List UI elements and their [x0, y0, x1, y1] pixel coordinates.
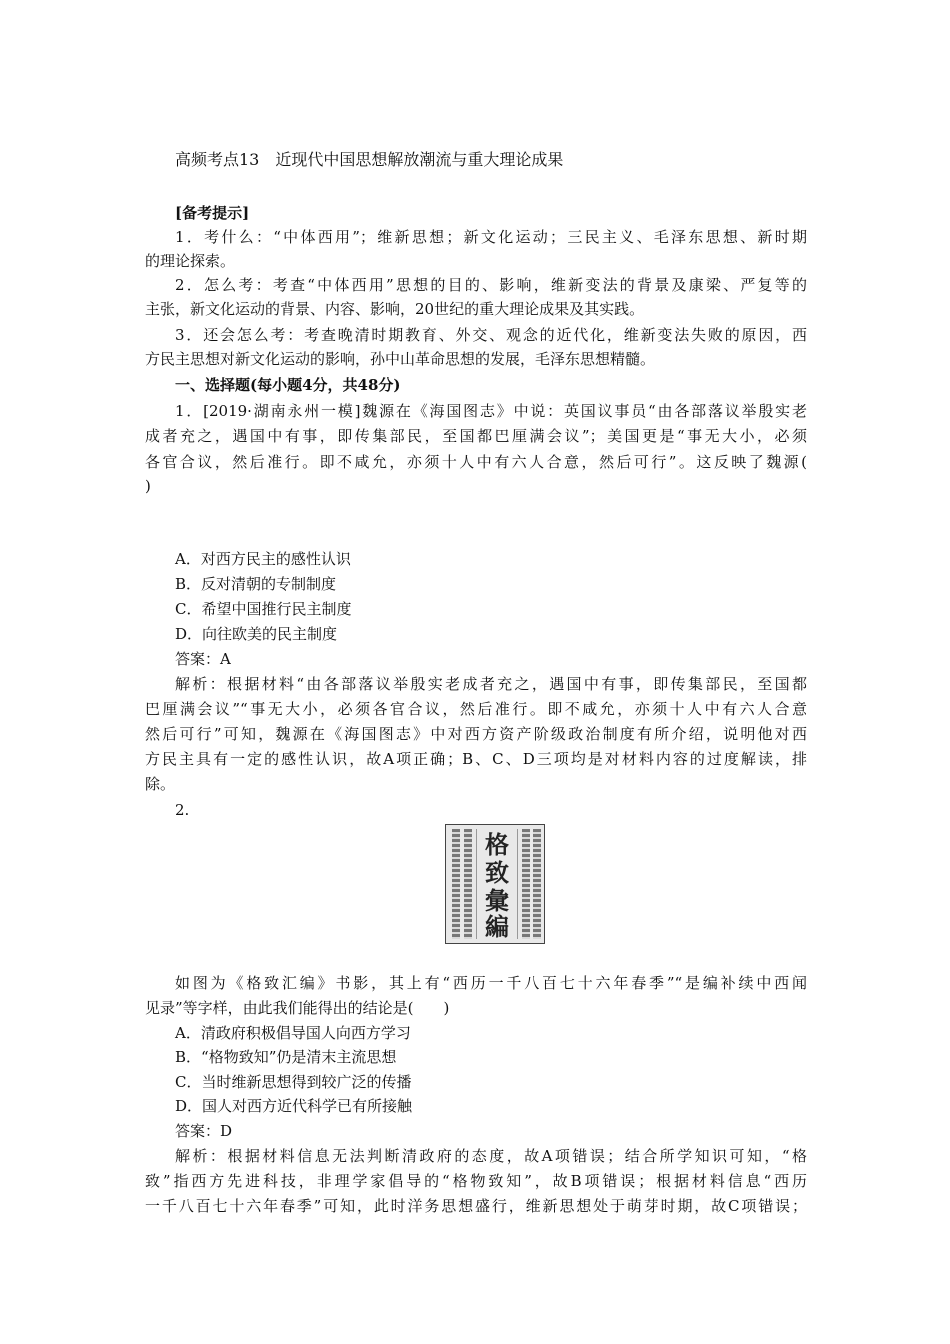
- page-title: 高频考点13 近现代中国思想解放潮流与重大理论成果: [175, 150, 564, 169]
- q2-option-b: B．“格物致知”仍是清末主流思想: [175, 1048, 397, 1066]
- q1-option-c: C．希望中国推行民主制度: [175, 600, 352, 618]
- q2-stem-line-2: 见录”等字样，由此我们能得出的结论是( ): [145, 999, 450, 1017]
- q2-explanation-3: 一千八百七十六年春季”可知，此时洋务思想盛行，维新思想处于萌芽时期，故C项错误；: [145, 1197, 807, 1215]
- q2-explanation-2: 致”指西方先进科技，非理学家倡导的“格物致知”，故B项错误；根据材料信息“西历: [145, 1172, 807, 1190]
- q1-explanation-2: 巴厘满会议”“事无大小，必须各官合议，然后准行。即不咸允，亦须十人中有六人合意: [145, 700, 807, 718]
- q2-number: 2.: [175, 801, 190, 819]
- q1-option-a: A．对西方民主的感性认识: [175, 550, 351, 568]
- q1-stem-line-1: 1．[2019·湖南永州一模]魏源在《海国图志》中说：英国议事员“由各部落议举殷实老: [175, 402, 807, 420]
- cover-text-column: [464, 829, 472, 939]
- cover-title-char: 編: [485, 912, 509, 941]
- tips-item-3: 3．还会怎么考：考查晚清时期教育、外交、观念的近代化，维新变法失败的原因，西: [175, 326, 807, 344]
- tips-item-2-cont: 主张，新文化运动的背景、内容、影响，20世纪的重大理论成果及其实践。: [145, 300, 645, 318]
- book-cover-image: [445, 824, 545, 944]
- q1-stem-line-2: 成者充之，遇国中有事，即传集部民，至国都巴厘满会议”；美国更是“事无大小，必须: [145, 427, 807, 445]
- q1-explanation-1: 解析：根据材料“由各部落议举殷实老成者充之，遇国中有事，即传集部民，至国都: [175, 675, 807, 693]
- q1-stem-line-3: 各官合议，然后准行。即不咸允，亦须十人中有六人合意，然后可行”。这反映了魏源(: [145, 453, 807, 471]
- q1-answer: 答案：A: [175, 650, 231, 668]
- tips-item-2: 2．怎么考：考查“中体西用”思想的目的、影响，维新变法的背景及康梁、严复等的: [175, 276, 807, 294]
- q2-stem-line-1: 如图为《格致汇编》书影，其上有“西历一千八百七十六年春季”“是编补续中西闻: [175, 974, 807, 992]
- q1-option-b: B．反对清朝的专制制度: [175, 575, 337, 593]
- section-heading: 一、选择题(每小题4分，共48分): [175, 376, 401, 394]
- tips-item-3-cont: 方民主思想对新文化运动的影响，孙中山革命思想的发展，毛泽东思想精髓。: [145, 350, 656, 368]
- tips-header: [备考提示]: [175, 204, 250, 222]
- q2-option-d: D．国人对西方近代科学已有所接触: [175, 1097, 413, 1115]
- cover-text-column: [533, 829, 541, 939]
- cover-title-char: 格: [485, 830, 509, 859]
- cover-text-column: [452, 829, 460, 939]
- q2-explanation-1: 解析：根据材料信息无法判断清政府的态度，故A项错误；结合所学知识可知，“格: [175, 1147, 807, 1165]
- q1-explanation-5: 除。: [145, 775, 176, 793]
- q2-option-c: C．当时维新思想得到较广泛的传播: [175, 1073, 412, 1091]
- cover-title-panel: [476, 829, 518, 939]
- tips-item-1: 1．考什么：“中体西用”；维新思想；新文化运动；三民主义、毛泽东思想、新时期: [175, 228, 807, 246]
- q2-option-a: A．清政府积极倡导国人向西方学习: [175, 1024, 411, 1042]
- cover-title-char: 致: [485, 858, 509, 887]
- cover-title-char: 彙: [485, 886, 509, 915]
- q1-explanation-3: 然后可行”可知，魏源在《海国图志》中对西方资产阶级政治制度有所介绍，说明他对西: [145, 725, 807, 743]
- q1-explanation-4: 方民主具有一定的感性认识，故A项正确；B、C、D三项均是对材料内容的过度解读，排: [145, 750, 807, 768]
- q1-stem-line-4: ): [145, 477, 151, 495]
- tips-item-1-cont: 的理论探索。: [145, 252, 236, 270]
- q1-option-d: D．向往欧美的民主制度: [175, 625, 338, 643]
- cover-text-column: [522, 829, 530, 939]
- q2-answer: 答案：D: [175, 1122, 233, 1140]
